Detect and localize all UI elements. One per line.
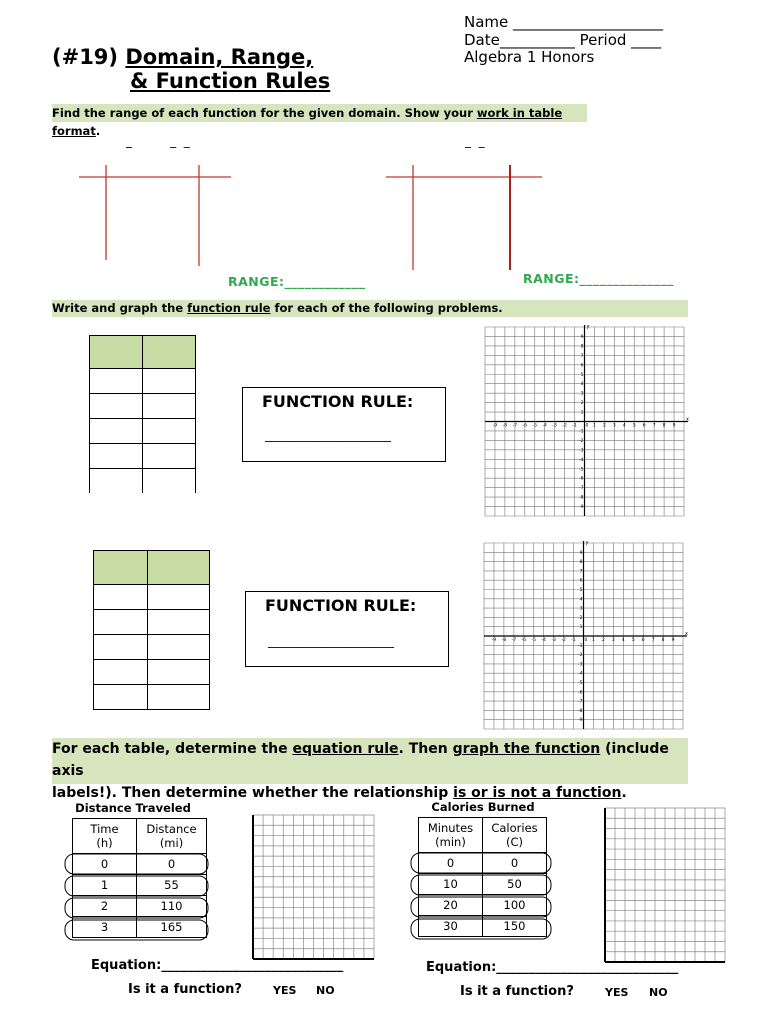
instr3-f: labels!). Then determine whether the relationship <box>52 785 454 801</box>
blank-graph-1[interactable] <box>251 813 376 961</box>
date-period-field[interactable]: Date__________ Period ____ <box>464 31 662 49</box>
y-tick-label: -4 <box>578 671 583 677</box>
calories-table-title: Calories Burned <box>431 800 535 814</box>
instr1-suffix: . <box>95 124 101 138</box>
table-cell: 55 <box>137 875 207 896</box>
y-tick-label: 2 <box>579 615 583 621</box>
table-cell[interactable] <box>143 369 196 394</box>
table-cell[interactable] <box>148 610 210 635</box>
x-tick-label: -1 <box>572 423 577 429</box>
table-cell: 0 <box>137 854 207 875</box>
y-tick-label: 8 <box>579 560 583 566</box>
y-tick-label: -7 <box>578 699 583 705</box>
table-cell[interactable] <box>94 610 148 635</box>
y-tick-label: 4 <box>580 382 584 388</box>
table-cell[interactable] <box>94 685 148 710</box>
yes-option-1[interactable]: YES <box>273 984 297 997</box>
name-field[interactable]: Name ____________________ <box>464 13 664 31</box>
table-cell[interactable] <box>148 685 210 710</box>
y-tick-label: 9 <box>579 550 583 556</box>
y-tick-label: 9 <box>580 334 584 340</box>
function-rule-label: FUNCTION RULE: <box>265 596 417 615</box>
x-tick-label: 1 <box>592 638 595 643</box>
instr3-c: . Then <box>398 741 453 757</box>
header-text: Time <box>90 822 119 836</box>
header-cell <box>94 551 148 585</box>
y-tick-label: -1 <box>579 429 584 435</box>
x-tick-label: 8 <box>662 423 666 429</box>
x-tick-label: 4 <box>622 423 626 429</box>
y-tick-label: -8 <box>578 708 583 714</box>
y-tick-label: -2 <box>579 438 584 444</box>
header-cell <box>483 818 547 853</box>
header-text: Distance <box>146 822 197 836</box>
y-tick-label: 5 <box>579 588 583 593</box>
table-cell[interactable] <box>94 585 148 610</box>
function-rule-box-1 <box>242 387 446 462</box>
header-unit: (h) <box>96 836 113 850</box>
title-line2: & Function Rules <box>130 69 331 93</box>
y-tick-label: -5 <box>578 681 583 686</box>
y-tick-label: -6 <box>579 476 584 482</box>
header-unit: (mi) <box>159 836 184 850</box>
header-cell <box>148 551 210 585</box>
table-cell: 0 <box>73 854 137 875</box>
table-cell[interactable] <box>90 394 143 419</box>
y-tick-label: 5 <box>580 372 584 378</box>
y-tick-label: -2 <box>578 653 583 659</box>
instr2-text: Write and graph the <box>52 301 188 315</box>
blank-table-1 <box>89 335 196 493</box>
x-tick-label: 2 <box>601 638 605 643</box>
y-tick-label: 3 <box>579 606 583 612</box>
x-tick-label: -6 <box>522 423 528 429</box>
t-tables <box>0 0 768 300</box>
is-function-question-2: Is it a function? <box>460 984 574 999</box>
instr1-underlined: work in table format <box>52 106 563 138</box>
section2-instruction <box>52 300 688 317</box>
table-cell[interactable] <box>143 394 196 419</box>
table-cell[interactable] <box>90 469 143 494</box>
x-tick-label: 3 <box>612 423 616 429</box>
x-tick-label: 6 <box>641 638 645 643</box>
right-table-marks: _ _ <box>465 134 485 148</box>
function-rule-label: FUNCTION RULE: <box>262 392 414 411</box>
x-tick-label: -4 <box>541 638 546 643</box>
coordinate-grid-2[interactable] <box>482 539 689 731</box>
table-cell[interactable] <box>94 635 148 660</box>
table-cell[interactable] <box>143 419 196 444</box>
table-cell: 0 <box>419 853 483 874</box>
y-axis-label: y <box>586 324 590 330</box>
table-cell: 0 <box>483 853 547 874</box>
instr3-d: graph the function <box>452 741 601 757</box>
x-tick-label: -3 <box>551 638 556 643</box>
y-tick-label: 6 <box>579 578 583 584</box>
function-rule-blank[interactable]: _____________________ <box>265 428 391 442</box>
instr3-b: equation rule <box>292 741 399 757</box>
x-axis-label: x <box>686 416 689 423</box>
no-option-1[interactable]: NO <box>316 984 335 997</box>
table-cell: 165 <box>137 917 207 938</box>
x-tick-label: -9 <box>492 423 498 429</box>
equation-blank-2[interactable]: Equation:____________________________ <box>426 960 679 975</box>
x-tick-label: -2 <box>561 638 566 643</box>
assignment-number: (#19) <box>52 45 119 69</box>
instr2-suffix: for each of the following problems. <box>270 301 503 315</box>
x-tick-label: -4 <box>542 423 547 429</box>
instr3-g: is or is not a function <box>453 785 622 801</box>
y-tick-label: -6 <box>578 690 583 696</box>
yes-option-2[interactable]: YES <box>605 986 629 999</box>
instr1-text: Find the range of each function for the given domain. Show your <box>52 106 477 120</box>
y-tick-label: 3 <box>580 391 584 397</box>
x-tick-label: 4 <box>621 638 625 643</box>
table-cell: 20 <box>419 895 483 916</box>
table-cell: 110 <box>137 896 207 917</box>
title-line1: Domain, Range, <box>125 45 314 69</box>
section3-instruction <box>52 738 688 801</box>
table-cell[interactable] <box>90 419 143 444</box>
table-cell[interactable] <box>148 585 210 610</box>
table-cell: 50 <box>483 874 547 895</box>
x-tick-label: 5 <box>631 638 635 643</box>
y-tick-label: -3 <box>579 448 584 454</box>
x-tick-label: -8 <box>501 638 507 643</box>
y-axis-label: y <box>585 540 589 546</box>
header-unit: (C) <box>505 835 523 849</box>
x-tick-label: -8 <box>502 423 508 429</box>
x-tick-label: 5 <box>632 423 636 429</box>
coordinate-grid-1[interactable] <box>483 323 690 518</box>
table-cell[interactable] <box>90 444 143 469</box>
equation-blank-1[interactable]: Equation:____________________________ <box>91 958 344 973</box>
x-tick-label: -7 <box>511 638 517 643</box>
header-cell <box>137 819 207 854</box>
x-axis-label: x <box>685 631 688 637</box>
table-cell[interactable] <box>94 660 148 685</box>
x-tick-label: -2 <box>562 423 567 429</box>
x-tick-label: 7 <box>652 423 656 429</box>
is-function-question-1: Is it a function? <box>128 982 242 997</box>
table-cell: 2 <box>73 896 137 917</box>
y-tick-label: -8 <box>579 495 584 501</box>
y-tick-label: -9 <box>578 718 583 724</box>
y-tick-label: 1 <box>579 625 583 631</box>
row-ovals-2 <box>406 851 556 946</box>
header-cell <box>143 336 196 369</box>
table-cell[interactable] <box>143 444 196 469</box>
y-tick-label: -4 <box>579 457 584 463</box>
x-tick-label: -6 <box>521 638 527 643</box>
course-name: Algebra 1 Honors <box>464 48 595 66</box>
table-cell: 100 <box>483 895 547 916</box>
y-tick-label: 1 <box>580 410 584 416</box>
y-tick-label: -1 <box>578 643 583 649</box>
table-cell[interactable] <box>148 635 210 660</box>
x-tick-label: -9 <box>491 638 497 643</box>
x-tick-label: -1 <box>571 638 576 643</box>
x-tick-label: 1 <box>593 423 596 429</box>
header-unit: (min) <box>435 835 466 849</box>
range-answer-2[interactable]: RANGE:______________ <box>523 271 675 286</box>
y-tick-label: -3 <box>578 662 583 668</box>
y-tick-label: 8 <box>580 344 584 350</box>
header-text: Minutes <box>427 821 474 835</box>
table-cell: 150 <box>483 916 547 937</box>
table-cell: 30 <box>419 916 483 937</box>
table-cell: 1 <box>73 875 137 896</box>
instr2-underlined: function rule <box>187 301 271 315</box>
y-tick-label: 7 <box>580 353 584 359</box>
y-tick-label: 7 <box>579 569 583 575</box>
header-cell <box>73 819 137 854</box>
instr3-a: For each table, determine the <box>52 741 293 757</box>
x-tick-label: 3 <box>611 638 615 643</box>
y-tick-label: -7 <box>579 486 584 492</box>
blank-table-2 <box>93 550 210 710</box>
y-tick-label: 6 <box>580 363 584 369</box>
range-answer-1[interactable]: RANGE:____________ <box>228 274 366 289</box>
x-tick-label: 7 <box>651 638 655 643</box>
y-tick-label: -5 <box>579 467 584 473</box>
table-cell[interactable] <box>148 660 210 685</box>
table-cell[interactable] <box>143 469 196 494</box>
distance-table-title: Distance Traveled <box>75 801 191 815</box>
table-cell: 10 <box>419 874 483 895</box>
instr3-e: (include axis <box>52 741 669 779</box>
y-tick-label: 4 <box>579 597 583 603</box>
x-tick-label: 2 <box>602 423 606 429</box>
function-rule-blank[interactable]: _____________________ <box>268 634 394 648</box>
no-option-2[interactable]: NO <box>649 986 668 999</box>
x-tick-label: 8 <box>661 638 665 643</box>
x-tick-label: 9 <box>671 638 675 643</box>
header-cell <box>90 336 143 369</box>
y-tick-label: 2 <box>580 401 584 407</box>
header-text: Calories <box>491 821 538 835</box>
x-tick-label: 6 <box>642 423 646 429</box>
left-table-marks: _ _ _ <box>126 134 190 148</box>
table-cell: 3 <box>73 917 137 938</box>
y-tick-label: -9 <box>579 505 584 511</box>
instr3-h: . <box>621 785 627 801</box>
header-cell <box>419 818 483 853</box>
table-cell[interactable] <box>90 369 143 394</box>
x-tick-label: -5 <box>532 423 537 429</box>
x-tick-label: -3 <box>552 423 557 429</box>
origin-label: 0 <box>584 638 588 643</box>
blank-graph-2[interactable] <box>603 806 727 964</box>
function-rule-box-2 <box>245 591 449 667</box>
x-tick-label: -7 <box>512 423 518 429</box>
x-tick-label: 9 <box>672 423 676 429</box>
origin-label: 0 <box>585 423 589 429</box>
row-ovals-1 <box>60 852 215 947</box>
x-tick-label: -5 <box>531 638 536 643</box>
